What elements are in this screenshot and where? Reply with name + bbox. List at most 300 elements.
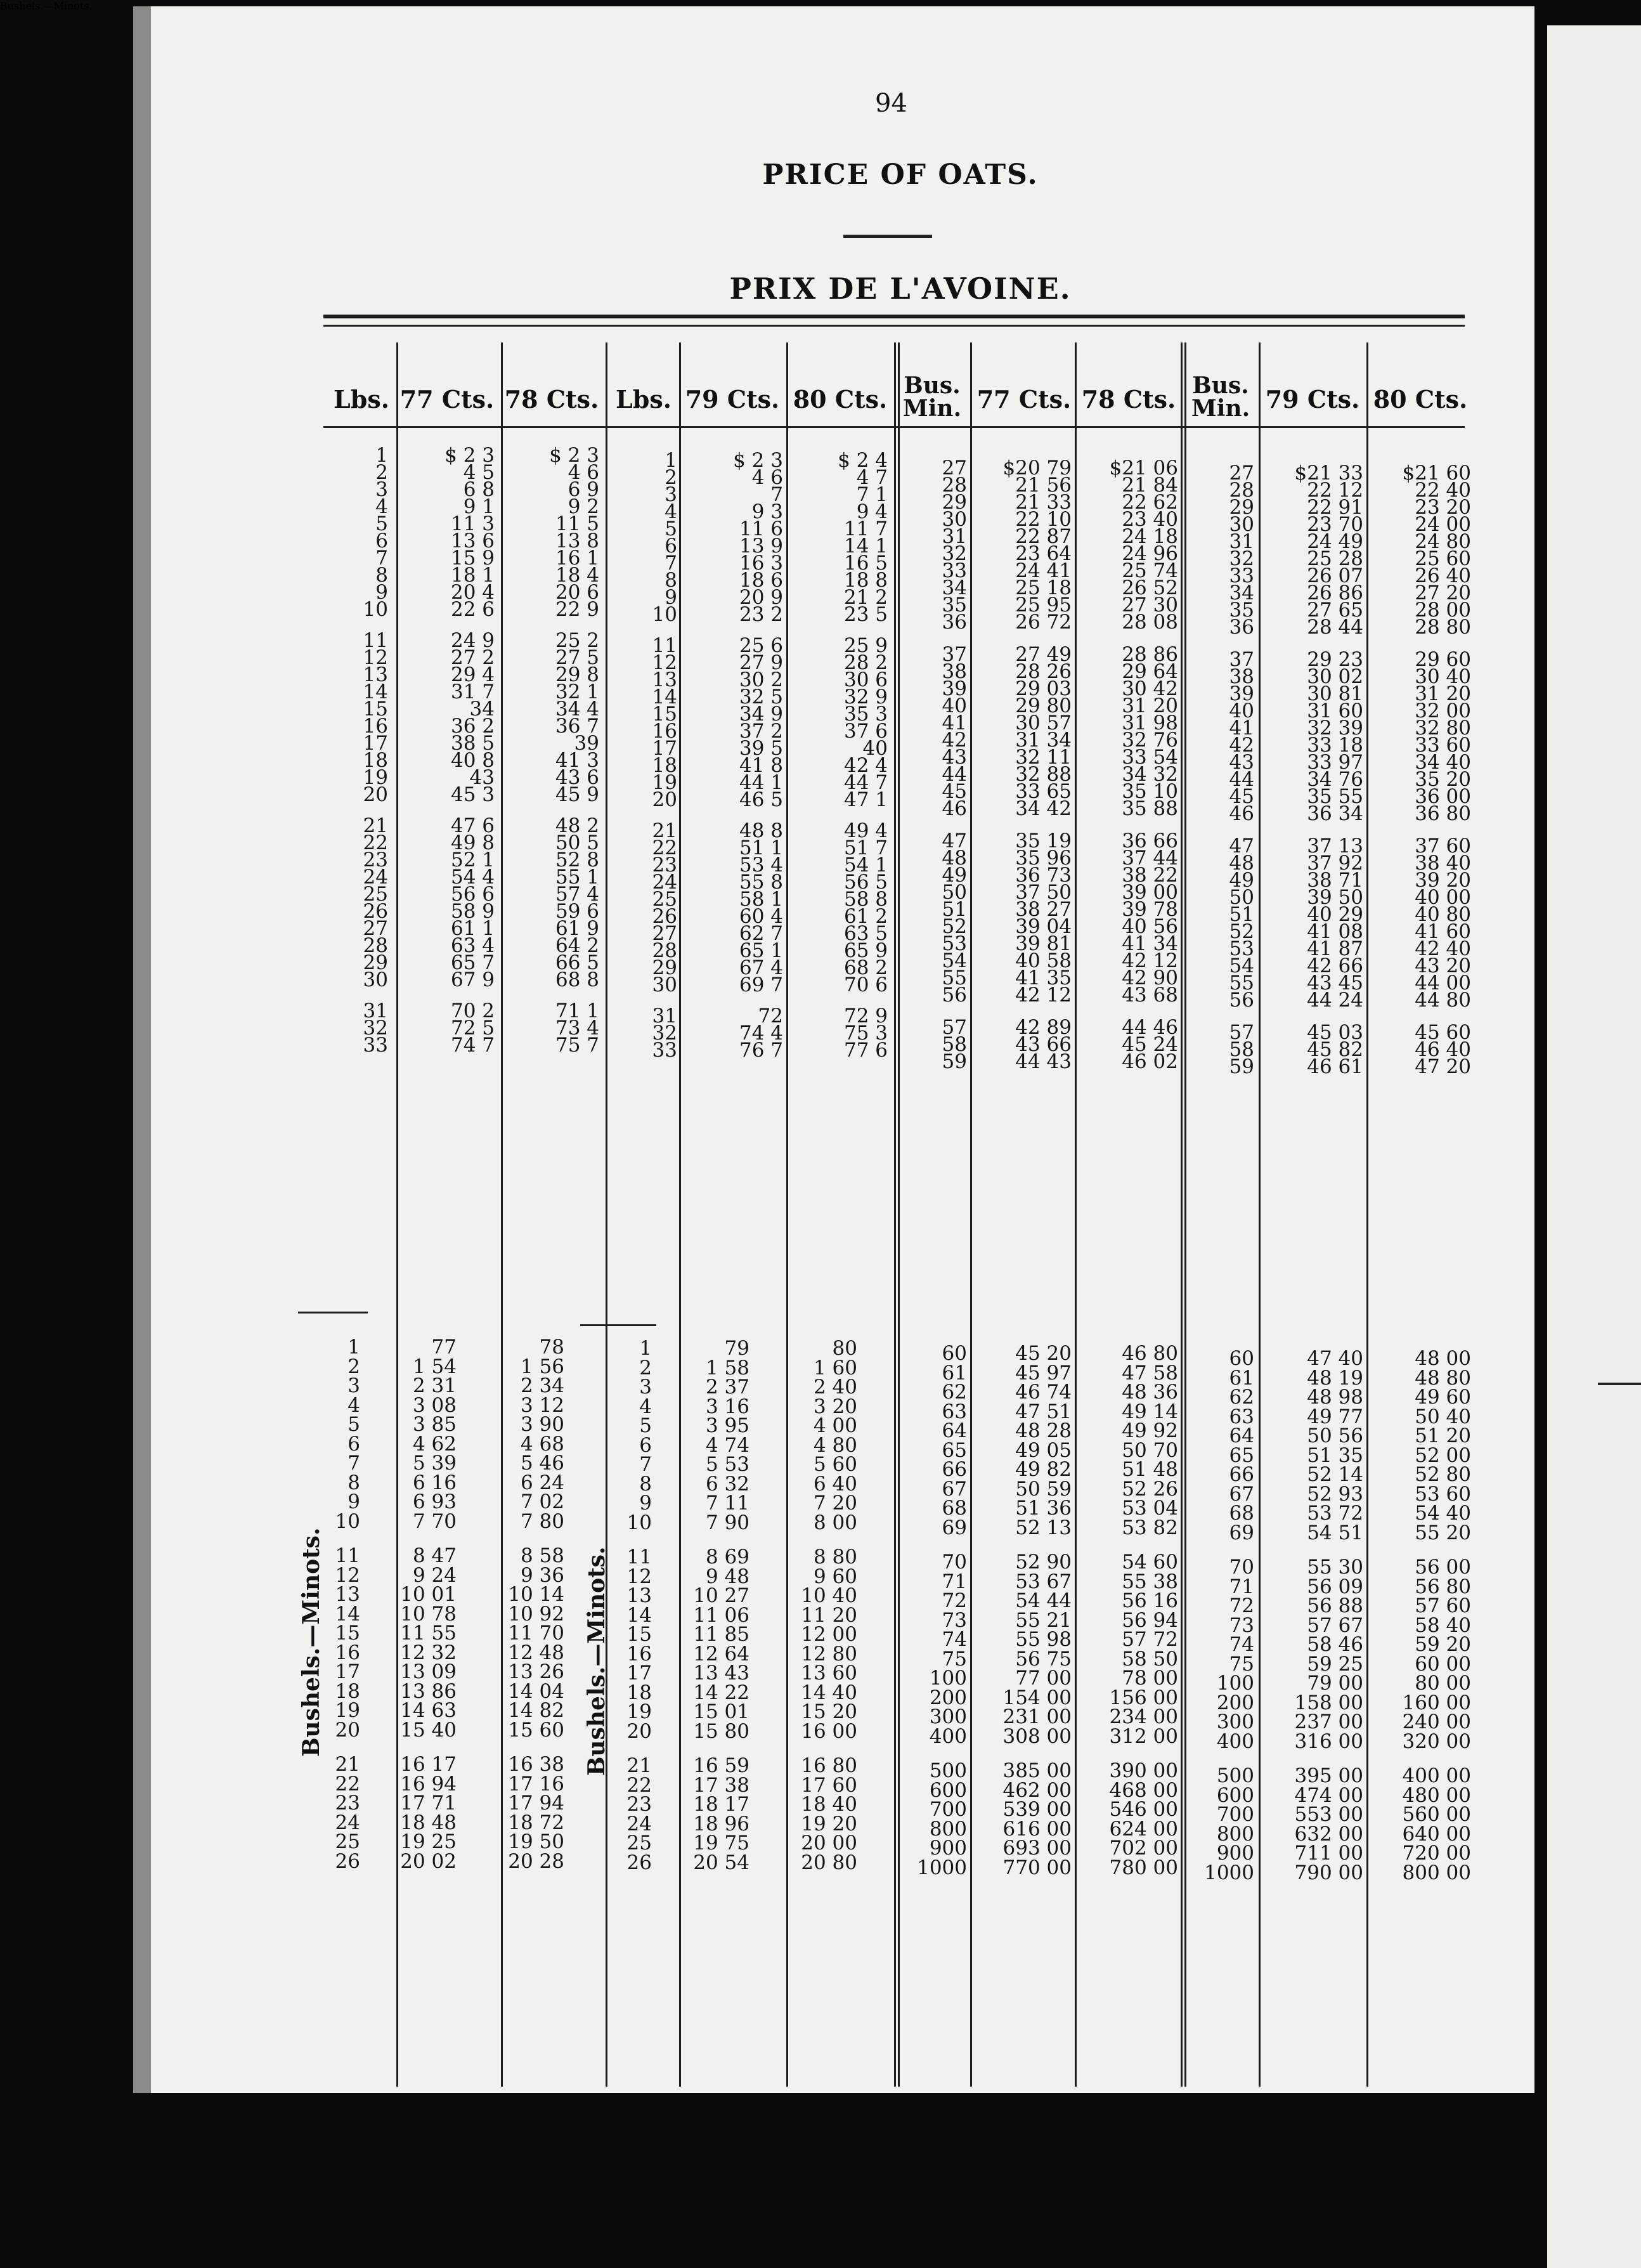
right_b-cell: 56 88	[1307, 1594, 1363, 1617]
lbs_left-cell: 57 4	[555, 883, 599, 906]
lbs_mid-cell: 29	[652, 956, 677, 979]
right_a-cell: 32	[942, 542, 967, 565]
right_a-cell: 546 00	[1109, 1798, 1178, 1821]
right_a-cell: 33	[942, 559, 967, 582]
right_b-cell: 58	[1229, 1038, 1254, 1061]
page-number: 94	[875, 89, 907, 118]
lbs_mid-cell: 7	[665, 552, 677, 575]
column-header-7: Bus. Min.	[902, 372, 962, 422]
lbs_left-cell: 43 6	[555, 766, 599, 789]
bus_mid-cell: 15	[626, 1623, 652, 1646]
right_b-cell: 39 20	[1415, 869, 1471, 892]
right_b-cell: 59	[1229, 1055, 1254, 1078]
bus_mid-cell: 6 40	[813, 1472, 857, 1496]
right_b-cell: 47 20	[1415, 1055, 1471, 1078]
right_b-cell: 31	[1229, 530, 1254, 553]
lbs_mid-cell: 8	[665, 569, 677, 592]
right_b-cell: 55 30	[1307, 1556, 1363, 1579]
right_b-cell: 69	[1229, 1521, 1254, 1544]
right_a-cell: 50	[942, 881, 967, 904]
lbs_left-cell: 27 5	[555, 646, 599, 669]
lbs_mid-cell: 12	[652, 651, 677, 674]
right_b-cell: 36 80	[1415, 802, 1471, 825]
bus_left-cell: 10 01	[400, 1583, 457, 1606]
right_a-cell: 28 08	[1122, 611, 1178, 634]
right_a-cell: 39 04	[1015, 915, 1072, 938]
bus_left-cell: 17 94	[508, 1792, 564, 1815]
bus_left-cell: 78	[539, 1336, 564, 1359]
right_b-cell: 65	[1229, 1444, 1254, 1467]
lbs_mid-cell: 53 4	[739, 854, 783, 877]
lbs_mid-cell: 25 6	[739, 634, 783, 657]
bus_mid-cell: 19	[626, 1700, 652, 1723]
lbs_mid-cell: 22	[652, 837, 677, 859]
right_b-cell: 44 24	[1307, 989, 1363, 1012]
right_b-cell: 53	[1229, 937, 1254, 960]
lbs_left-cell: 11	[363, 629, 388, 652]
right_b-cell: 30	[1229, 513, 1254, 536]
column-header-5: 79 Cts.	[685, 385, 780, 414]
column-header-2: 77 Cts.	[399, 385, 495, 414]
right_a-cell: 52 26	[1122, 1477, 1178, 1501]
right_a-cell: 46 74	[1015, 1381, 1072, 1404]
lbs_mid-cell: 26	[652, 905, 677, 928]
right_a-cell: 40	[942, 694, 967, 717]
right_b-cell: 75	[1229, 1652, 1254, 1676]
right_a-cell: 52 90	[1015, 1551, 1072, 1574]
column-divider	[970, 342, 972, 2087]
lbs_mid-cell: 15	[652, 703, 677, 726]
lbs_mid-cell: 13 9	[739, 535, 783, 557]
right_b-cell: 33	[1229, 564, 1254, 587]
right_a-cell: 57	[942, 1016, 967, 1039]
right_b-cell: 49 77	[1307, 1405, 1363, 1428]
right_b-cell: 400 00	[1402, 1764, 1471, 1787]
bus_mid-cell: 20 54	[693, 1851, 749, 1874]
right_a-cell: 800	[929, 1817, 967, 1841]
bus_mid-cell: 16 59	[693, 1754, 749, 1777]
right_b-cell: 40 00	[1415, 886, 1471, 909]
bus_left-cell: 10 92	[508, 1602, 564, 1626]
right_a-cell: 78 00	[1122, 1667, 1178, 1690]
lbs_left-cell: 1	[375, 444, 388, 467]
right_a-cell: 35 10	[1122, 780, 1178, 803]
lbs_left-cell: 34 4	[555, 698, 599, 720]
lbs_mid-cell: $ 2 4	[838, 449, 888, 472]
right_a-cell: 39 78	[1122, 898, 1178, 921]
bus_mid-cell: 10 27	[693, 1584, 749, 1607]
column-header-10: Bus. Min.	[1191, 372, 1250, 422]
lbs_mid-cell: 30 6	[843, 668, 888, 691]
lbs_left-cell: 63 4	[450, 934, 495, 957]
lbs_mid-cell: 70 6	[843, 974, 888, 996]
right_b-cell: 37 13	[1307, 835, 1363, 857]
right_b-cell: 25 28	[1307, 547, 1363, 570]
right_b-cell: 61	[1229, 1366, 1254, 1390]
lbs_mid-cell: 2	[665, 466, 677, 489]
right_a-cell: 28	[942, 474, 967, 497]
lbs_mid-cell: 24	[652, 871, 677, 894]
column-header-11: 79 Cts.	[1265, 385, 1360, 414]
lbs_mid-cell: 9 4	[856, 500, 888, 523]
right_a-cell: 47	[942, 830, 967, 852]
bus_left-cell: 5	[347, 1413, 360, 1436]
column-divider	[894, 342, 896, 2087]
bus_left-cell: 10 78	[400, 1602, 457, 1626]
column-divider	[1366, 342, 1368, 2087]
bus_mid-cell: 8	[639, 1472, 652, 1496]
right_b-cell: 27	[1229, 462, 1254, 485]
right_a-cell: 22 62	[1122, 491, 1178, 514]
lbs_mid-cell: 31	[652, 1005, 677, 1027]
right_b-cell: 900	[1216, 1842, 1254, 1865]
lbs_left-cell: 30	[363, 968, 388, 991]
lbs_mid-cell: 21	[652, 819, 677, 842]
bus_mid-cell: 9 60	[813, 1565, 857, 1588]
bus_left-cell: 13	[335, 1583, 360, 1606]
bus_mid-cell: 16	[626, 1642, 652, 1665]
lbs_left-cell: 24	[363, 866, 388, 889]
right_a-cell: 51	[942, 898, 967, 921]
right_a-cell: 49	[942, 864, 967, 887]
column-header-4: Lbs.	[616, 385, 671, 414]
right_a-cell: 33 65	[1015, 780, 1072, 803]
right_b-cell: 67	[1229, 1482, 1254, 1506]
lbs_mid-cell: 34 9	[739, 703, 783, 726]
right_b-cell: 316 00	[1294, 1730, 1363, 1753]
lbs_left-cell: 9 2	[568, 495, 599, 518]
right_b-cell: 45	[1229, 785, 1254, 808]
lbs_left-cell: 19	[363, 766, 388, 789]
lbs_left-cell: 24 9	[450, 629, 495, 652]
right_a-cell: 69	[942, 1516, 967, 1539]
right_a-cell: 37	[942, 643, 967, 666]
right_a-cell: 27	[942, 457, 967, 479]
bus_mid-cell: 18 96	[693, 1812, 749, 1835]
right_a-cell: 45 20	[1015, 1342, 1072, 1365]
right_b-cell: 28 00	[1415, 599, 1471, 622]
lbs_left-cell: 21	[363, 814, 388, 837]
right_a-cell: 49 14	[1122, 1400, 1178, 1423]
right_b-cell: 80 00	[1415, 1672, 1471, 1695]
right_b-cell: 320 00	[1402, 1730, 1471, 1753]
lbs_mid-cell: 44 1	[739, 771, 783, 794]
bus_mid-cell: 2 37	[705, 1376, 749, 1398]
bus_left-cell: 7	[347, 1452, 360, 1475]
right_b-cell: 45 60	[1415, 1021, 1471, 1044]
right_a-cell: 539 00	[1002, 1798, 1072, 1821]
bus_left-cell: 3 12	[520, 1393, 564, 1417]
column-divider	[606, 342, 607, 2087]
right_a-cell: 74	[942, 1628, 967, 1651]
right_a-cell: 26 52	[1122, 577, 1178, 599]
right_a-cell: 27 30	[1122, 594, 1178, 616]
bus_mid-cell: 8 00	[813, 1511, 857, 1534]
right_a-cell: 29 64	[1122, 660, 1178, 683]
right_b-cell: 31 20	[1415, 682, 1471, 705]
right_a-cell: 71	[942, 1570, 967, 1593]
lbs_left-cell: 4	[375, 495, 388, 518]
right_a-cell: 45 97	[1015, 1361, 1072, 1385]
lbs_left-cell: 31 7	[450, 681, 495, 703]
bus_left-cell: 12 48	[508, 1641, 564, 1664]
right_b-cell: 28 44	[1307, 616, 1363, 639]
lbs_mid-cell: 3	[665, 483, 677, 506]
bus_left-cell: 2 31	[412, 1374, 457, 1397]
lbs_left-cell: 25 2	[555, 629, 599, 652]
right_b-cell: 51 35	[1307, 1444, 1363, 1467]
right_a-cell: 26 72	[1015, 611, 1072, 634]
right_a-cell: 66	[942, 1458, 967, 1481]
right_a-cell: 42 12	[1122, 949, 1178, 972]
right_b-cell: 640 00	[1402, 1822, 1471, 1846]
right_a-cell: 55 38	[1122, 1570, 1178, 1593]
bus_left-cell: 16 38	[508, 1753, 564, 1776]
lbs_left-cell: 36 7	[555, 715, 599, 738]
bus_left-cell: 16 17	[400, 1753, 457, 1776]
bus_mid-cell: 2	[639, 1356, 652, 1379]
lbs_mid-cell: 27 9	[739, 651, 783, 674]
lbs_left-cell: 14	[363, 681, 388, 703]
lbs_mid-cell: 58 8	[843, 888, 888, 911]
lbs_left-cell: 43	[469, 766, 495, 789]
lbs_left-cell: 59 6	[555, 900, 599, 923]
right_a-cell: 100	[929, 1667, 967, 1690]
table-top-rule-thin	[323, 325, 1465, 327]
bus_left-cell: 18	[335, 1679, 360, 1703]
right_b-cell: 500	[1216, 1764, 1254, 1787]
right_b-cell: $21 33	[1294, 462, 1363, 485]
right_b-cell: 34 76	[1307, 768, 1363, 791]
lbs_left-cell: 39	[574, 732, 599, 755]
right_a-cell: 47 58	[1122, 1361, 1178, 1385]
right_a-cell: 24 18	[1122, 525, 1178, 548]
lbs_left-cell: 18 4	[555, 564, 599, 587]
right_a-cell: 65	[942, 1438, 967, 1462]
lbs_mid-cell: 16 5	[843, 552, 888, 575]
lbs_left-cell: 61 9	[555, 917, 599, 940]
lbs_left-cell: 28	[363, 934, 388, 957]
right_b-cell: 22 40	[1415, 479, 1471, 502]
bus_left-cell: 12	[335, 1563, 360, 1587]
bus_mid-cell: 11 06	[693, 1603, 749, 1627]
bus_mid-cell: 3 16	[705, 1395, 749, 1418]
right_a-cell: 29 80	[1015, 694, 1072, 717]
right_b-cell: 45 82	[1307, 1038, 1363, 1061]
right_b-cell: 600	[1216, 1783, 1254, 1807]
right_a-cell: 49 82	[1015, 1458, 1072, 1481]
lbs_left-cell: 3	[375, 478, 388, 501]
lbs_left-cell: 41 3	[555, 749, 599, 772]
lbs_left-cell: 15 9	[450, 547, 495, 570]
right_b-cell: 790 00	[1294, 1861, 1363, 1884]
right_b-cell: 41	[1229, 717, 1254, 740]
bus_mid-cell: 79	[724, 1337, 749, 1360]
lbs_mid-cell: 37 2	[739, 720, 783, 743]
bus_mid-cell: 12 00	[801, 1623, 857, 1646]
lbs_mid-cell: 56 5	[843, 871, 888, 894]
right_a-cell: 36 66	[1122, 830, 1178, 852]
right_b-cell: 38	[1229, 665, 1254, 688]
right_a-cell: 500	[929, 1759, 967, 1782]
right_b-cell: 58 46	[1307, 1633, 1363, 1656]
lbs_mid-cell: 61 2	[843, 905, 888, 928]
lbs_mid-cell: 48 8	[739, 819, 783, 842]
right_b-cell: 30 40	[1415, 665, 1471, 688]
right_b-cell: 42	[1229, 734, 1254, 757]
bus_mid-cell: 17 60	[801, 1773, 857, 1797]
lbs_left-cell: 36 2	[450, 715, 495, 738]
lbs_mid-cell: 23	[652, 854, 677, 877]
lbs_mid-cell: 32 9	[843, 686, 888, 708]
right_b-cell: 28	[1229, 479, 1254, 502]
right_a-cell: 55	[942, 967, 967, 989]
bus_left-cell: 4	[347, 1393, 360, 1417]
bus_mid-cell: 11 20	[801, 1603, 857, 1627]
lbs_mid-cell: 35 3	[843, 703, 888, 726]
lbs_mid-cell: 65 1	[739, 939, 783, 962]
bus_left-cell: 8	[347, 1471, 360, 1494]
bus_mid-cell: 3 20	[813, 1395, 857, 1418]
lbs_left-cell: 29	[363, 951, 388, 974]
lbs_mid-cell: 32 5	[739, 686, 783, 708]
bus_mid-cell: 8 69	[705, 1546, 749, 1568]
page-title-french: PRIX DE L'AVOINE.	[729, 271, 1072, 306]
right_a-cell: 28 26	[1015, 660, 1072, 683]
right_a-cell: 45 24	[1122, 1033, 1178, 1056]
lbs_mid-cell: 25	[652, 888, 677, 911]
lbs_mid-cell: 60 4	[739, 905, 783, 928]
lbs_mid-cell: 4 6	[751, 466, 783, 489]
lbs_left-cell: 47 6	[450, 814, 495, 837]
lbs_mid-cell: 17	[652, 737, 677, 760]
lbs_left-cell: 18	[363, 749, 388, 772]
page-title-english: PRICE OF OATS.	[762, 159, 1039, 191]
right_b-cell: 68	[1229, 1502, 1254, 1525]
right_a-cell: 39 00	[1122, 881, 1178, 904]
right_a-cell: 54 44	[1015, 1589, 1072, 1612]
right_a-cell: 36 73	[1015, 864, 1072, 887]
lbs_mid-cell: 21 2	[843, 586, 888, 609]
right_b-cell: 56 09	[1307, 1575, 1363, 1598]
right_a-cell: 77 00	[1015, 1667, 1072, 1690]
right_b-cell: 44 80	[1415, 989, 1471, 1012]
lbs_mid-cell: 72	[758, 1005, 783, 1027]
bus_left-cell: 6 16	[412, 1471, 457, 1494]
right_b-cell: 57 60	[1415, 1594, 1471, 1617]
right_a-cell: 58	[942, 1033, 967, 1056]
lbs_left-cell: 9	[375, 581, 388, 604]
right_a-cell: 38 27	[1015, 898, 1072, 921]
right_b-cell: 800 00	[1402, 1861, 1471, 1884]
right_b-cell: 71	[1229, 1575, 1254, 1598]
right_a-cell: 53 82	[1122, 1516, 1178, 1539]
right_b-cell: 73	[1229, 1613, 1254, 1637]
right_b-cell: 32	[1229, 547, 1254, 570]
bus_mid-cell: 80	[832, 1337, 857, 1360]
bus_mid-cell: 5 60	[813, 1453, 857, 1476]
right_a-cell: 42	[942, 729, 967, 752]
lbs_left-cell: 23	[363, 849, 388, 871]
right_a-cell: 54 60	[1122, 1551, 1178, 1574]
right_a-cell: 23 64	[1015, 542, 1072, 565]
right_b-cell: 59 20	[1415, 1633, 1471, 1656]
lbs_left-cell: 55 1	[555, 866, 599, 889]
right_a-cell: 21 56	[1015, 474, 1072, 497]
bus_mid-cell: 24	[626, 1812, 652, 1835]
right_b-cell: 36	[1229, 616, 1254, 639]
right_a-cell: 39 81	[1015, 932, 1072, 955]
lbs_left-cell: 75 7	[555, 1034, 599, 1057]
right_b-cell: 64	[1229, 1424, 1254, 1447]
lbs_left-cell: 27	[363, 917, 388, 940]
right_b-cell: 26 86	[1307, 582, 1363, 604]
right_a-cell: 72	[942, 1589, 967, 1612]
bus_left-cell: 3 90	[520, 1413, 564, 1436]
right_b-cell: 48 00	[1415, 1347, 1471, 1370]
right_b-cell: 42 40	[1415, 937, 1471, 960]
bus_mid-cell: 25	[626, 1832, 652, 1854]
bus_mid-cell: 17 38	[693, 1773, 749, 1797]
right_a-cell: 56 16	[1122, 1589, 1178, 1612]
lbs_mid-cell: 32	[652, 1022, 677, 1045]
right_b-cell: 480 00	[1402, 1783, 1471, 1807]
bus_mid-cell: 4 74	[705, 1433, 749, 1457]
right_b-cell: 74	[1229, 1633, 1254, 1656]
right_b-cell: 36 00	[1415, 785, 1471, 808]
bus_left-cell: 20 28	[508, 1849, 564, 1873]
bus_left-cell: 11 55	[400, 1622, 457, 1645]
right_a-cell: 38 22	[1122, 864, 1178, 887]
lbs_left-cell: 6 8	[463, 478, 495, 501]
bus_left-cell: 19	[335, 1699, 360, 1722]
right_a-cell: 52 13	[1015, 1516, 1072, 1539]
side-label-left: Bushels.—Minots.	[298, 1527, 325, 1757]
bus_left-cell: 7 02	[520, 1490, 564, 1513]
lbs_mid-cell: 9 3	[751, 500, 783, 523]
right_a-cell: 30 42	[1122, 677, 1178, 700]
bus_mid-cell: 1	[639, 1337, 652, 1360]
right_a-cell: 400	[929, 1724, 967, 1748]
lbs_mid-cell: 39 5	[739, 737, 783, 760]
lbs_mid-cell: 16 3	[739, 552, 783, 575]
bus_left-cell: 9 36	[520, 1563, 564, 1587]
lbs_left-cell: 72 5	[450, 1017, 495, 1040]
right_b-cell: 30 02	[1307, 665, 1363, 688]
lbs_left-cell: 73 4	[555, 1017, 599, 1040]
right_a-cell: 35	[942, 594, 967, 616]
lbs_mid-cell: 20 9	[739, 586, 783, 609]
right_b-cell: $21 60	[1402, 462, 1471, 485]
right_b-cell: 60	[1229, 1347, 1254, 1370]
lbs_mid-cell: 4	[665, 500, 677, 523]
lbs_left-cell: 45 3	[450, 783, 495, 806]
bus_left-cell: 8 47	[412, 1544, 457, 1567]
right_a-cell: 33 54	[1122, 746, 1178, 769]
bus_mid-cell: 12	[626, 1565, 652, 1588]
right_a-cell: $20 79	[1002, 457, 1072, 479]
right_b-cell: 79 00	[1307, 1672, 1363, 1695]
lbs_left-cell: 27 2	[450, 646, 495, 669]
bus_mid-cell: 1 60	[813, 1356, 857, 1379]
lbs_left-cell: 54 4	[450, 866, 495, 889]
lbs_mid-cell: 10	[652, 603, 677, 626]
right_b-cell: 43	[1229, 751, 1254, 774]
bus_mid-cell: 7 90	[705, 1511, 749, 1534]
lbs_mid-cell: 30 2	[739, 668, 783, 691]
right_b-cell: 47 40	[1307, 1347, 1363, 1370]
bus_left-cell: 10 14	[508, 1583, 564, 1606]
